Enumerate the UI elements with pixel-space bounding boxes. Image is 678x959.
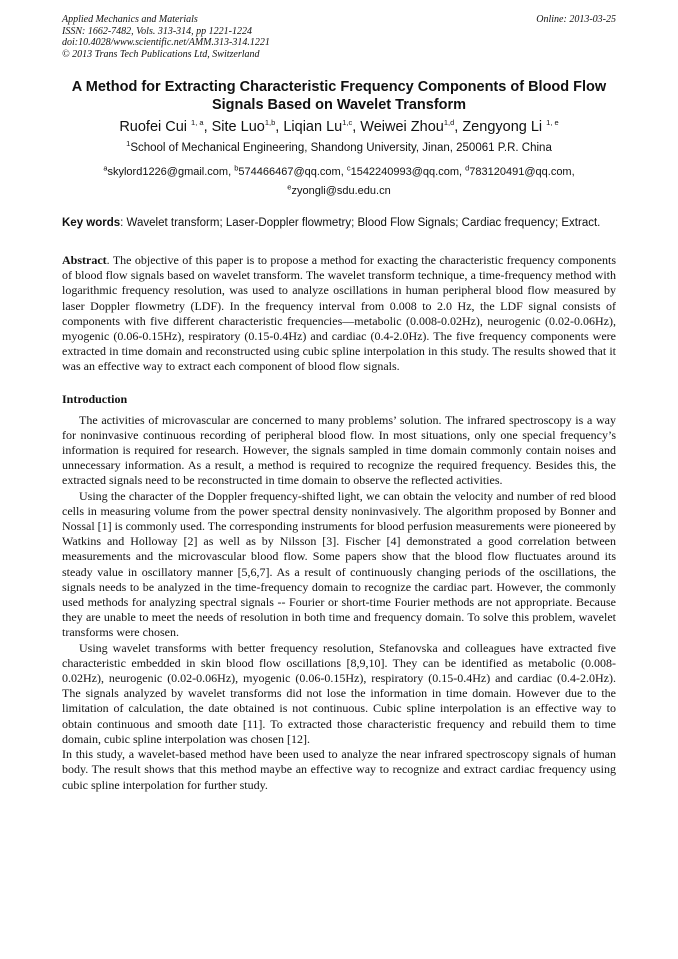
paragraph: In this study, a wavelet-based method have been used to analyze the near infrared spectroscopy signals of human body. The result shows that this method maybe an effective way to recognize and extract cardiac frequency using cubic spline interpolation for further study. (62, 747, 616, 792)
affiliation (62, 139, 616, 154)
author-name: Weiwei Zhou (360, 119, 444, 135)
keywords (62, 216, 616, 231)
author-list: Ruofei Cui $^{1, a}$, Site Luo$^{1,b}$, Liqian Lu$^{1,c}$, Weiwei Zhou$^{1,d}$, Zengyong Li $^{1, e}$ (119, 118, 559, 135)
email-address: skylord1226@gmail.com (107, 166, 229, 178)
email-address: zyongli@sdu.edu.cn (291, 185, 391, 197)
email-marker: d (465, 163, 470, 173)
abstract-text: . The objective of this paper is to propose a method for exacting the characteristic frequency components of blood flow signals based on wavelet transform. The wavelet transform technique, a time-frequency method with logarithmic frequency resolution, was used to analyze oscillations in human peripheral blood flow measured by laser Doppler flowmetry (LDF). In the frequency interval from 0.008 to 2.0 Hz, the LDF signal consists of components with five different characteristic frequencies—metabolic (0.008-0.02Hz), neurogenic (0.02-0.06Hz), myogenic (0.06-0.15Hz), respiratory (0.15-0.4Hz) and cardiac (0.4-2.0Hz). The five frequency components were extracted in time domain and reconstructed using cubic spline interpolation in this study. The results showed that it was an effective way to extract each component of blood flow signals. (62, 253, 616, 374)
paragraph: Using the character of the Doppler frequency-shifted light, we can obtain the velocity and number of red blood cells in measuring volume from the power spectral density noninvasively. The algorithm proposed by Bonner and Nossal [1] is commonly used. The corresponding instruments for blood perfusion measurements were pioneered by Watkins and Holloway [2] as well as by Nilsson [3]. Fischer [4] demonstrated a good correlation between measurements and the microvascular blood flow. Some papers show that the blood flow fluctuates around its steady value in oscillatory manner [5,6,7]. As a result of continuously changing periods of the oscillations, the signals needs to be analyzed in the time-frequency domain to recognize the cardiac part. However, the commonly used methods for analyzing spectral signals -- Fourier or short-time Fourier methods are not appropriate. Because they are unable to meet the needs of resolution in both time and frequency domain. To solve this problem, wavelet transforms were chosen. (62, 488, 616, 640)
email-address: 783120491@qq.com (469, 166, 572, 178)
introduction-body (62, 413, 616, 793)
author-affil-marker: 1,b (264, 118, 276, 128)
affiliation-marker: 1 (126, 139, 131, 149)
affiliation-text: School of Mechanical Engineering, Shandong University, Jinan, 250061 P.R. China (130, 142, 552, 154)
email-marker: e (287, 182, 292, 192)
email-address: 574466467@qq.com (238, 166, 341, 178)
section-heading: Introduction (62, 391, 128, 406)
author-affil-marker: 1,d (443, 118, 455, 128)
author-affil-marker: 1, e (546, 118, 559, 128)
author-affil-marker: 1, a (191, 118, 204, 128)
abstract (62, 253, 616, 375)
author-affil-marker: 1,c (342, 118, 353, 128)
paragraph: The activities of microvascular are concerned to many problems’ solution. The infrared spectroscopy is a way for noninvasive continuous recording of peripheral blood flow. In most situations, only one special frequency’s information is required for research. However, the signals sampled in time domain commonly contain noises and unnecessary information. As a result, a method is required to recognize the required frequency. Besides this, the extracted signals need to be reconstructed in time domain to observe the reflected activities. (62, 412, 616, 488)
author-emails: $^a$skylord1226@gmail.com, $^b$574466467@qq.com, $^c$1542240993@qq.com, $^d$783120491@qq.com, $^e$zyongli@sdu.edu.cn (103, 163, 575, 197)
author-name: Site Luo (211, 119, 265, 135)
online-date: Online: 2013-03-25 (536, 14, 616, 25)
author-name: Liqian Lu (283, 119, 343, 135)
paragraph: Using wavelet transforms with better frequency resolution, Stefanovska and colleagues have extracted five characteristic embedded in skin blood flow oscillations [8,9,10]. They can be identified as metabolic (0.008-0.02Hz), neurogenic (0.02-0.06Hz), myogenic (0.06-0.15Hz), respiratory (0.15-0.4Hz) and cardiac (0.4-2.0Hz). The signals analyzed by wavelet transforms did not lose the information in time domain. However due to the limitation of calculation, the date obtained is not continuous. Cubic spline interpolation is an effective way to obtain continuous and smooth date [11]. To extracted those characteristic frequency and rebuild them to time domain, cubic spline interpolation was chosen [12]. (62, 640, 616, 746)
keywords-text: : Wavelet transform; Laser-Doppler flowmetry; Blood Flow Signals; Cardiac frequency; Extract. (120, 217, 601, 229)
author-name: Ruofei Cui (119, 119, 188, 135)
paper-page (62, 14, 616, 793)
copyright-line: © 2013 Trans Tech Publications Ltd, Switzerland (62, 48, 260, 60)
email-marker: a (103, 163, 108, 173)
journal-header (62, 14, 616, 60)
email-address: 1542240993@qq.com (350, 166, 459, 178)
abstract-label: Abstract (62, 253, 107, 267)
doi-line: doi:10.4028/www.scientific.net/AMM.313-314.1221 (62, 37, 270, 48)
author-name: Zengyong Li (462, 119, 543, 135)
journal-name: Applied Mechanics and Materials (62, 14, 198, 25)
email-marker: c (346, 163, 351, 173)
email-marker: b (234, 163, 239, 173)
paper-title: A Method for Extracting Characteristic Frequency Components of Blood Flow Signals Based on Wavelet Transform (71, 79, 607, 113)
issn-line: ISSN: 1662-7482, Vols. 313-314, pp 1221-1224 (62, 25, 252, 37)
keywords-label: Key words (62, 217, 121, 229)
